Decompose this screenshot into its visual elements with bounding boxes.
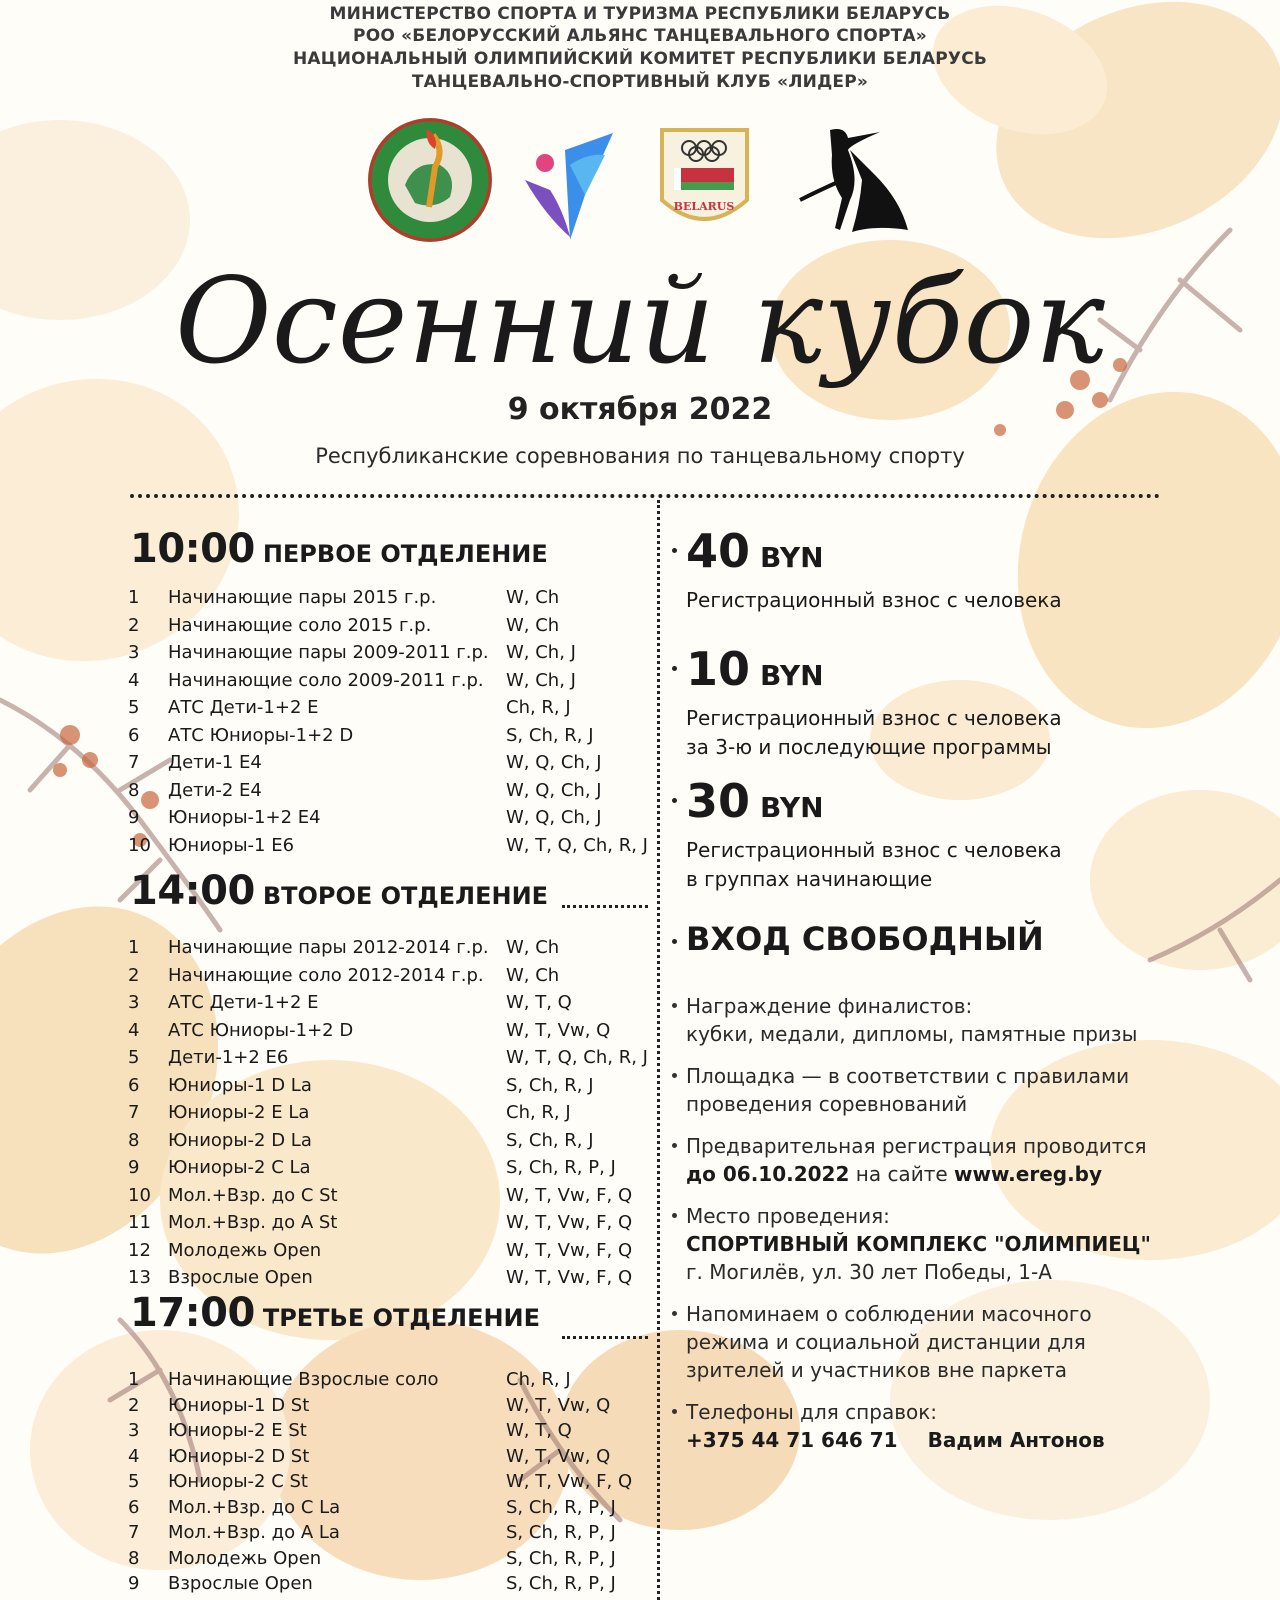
event-title-text: Осенний кубок xyxy=(174,252,1106,390)
registration-middle: на сайте xyxy=(855,1162,948,1186)
org-line-ministry: МИНИСТЕРСТВО СПОРТА И ТУРИЗМА РЕСПУБЛИКИ БЕЛАРУСЬ xyxy=(329,4,951,24)
program-row xyxy=(128,1154,648,1182)
row-number: 4 xyxy=(128,1019,140,1041)
program-row xyxy=(128,722,648,750)
row-dances: W, Ch xyxy=(506,587,560,608)
row-category: Юниоры-2 E St xyxy=(168,1420,307,1441)
row-category: Мол.+Взр. до С La xyxy=(168,1496,341,1518)
row-dances: W, T, Vw, F, Q xyxy=(506,1184,633,1206)
bullet-dot xyxy=(672,1311,677,1316)
row-number: 2 xyxy=(128,1394,140,1416)
row-dances: W, Ch, J xyxy=(506,669,576,691)
session-name: ПЕРВОЕ ОТДЕЛЕНИЕ xyxy=(262,540,548,568)
row-number: 3 xyxy=(128,1420,140,1441)
program-row xyxy=(128,1546,648,1572)
session-1-heading xyxy=(130,526,548,572)
info-registration xyxy=(672,1132,1172,1188)
row-category: АТС Дети-1+2 Е xyxy=(168,697,319,718)
row-dances: S, Ch, R, P, J xyxy=(506,1496,616,1518)
row-dances: W, T, Q, Ch, R, J xyxy=(506,1047,648,1068)
registration-deadline: до 06.10.2022 xyxy=(686,1162,850,1186)
row-number: 2 xyxy=(128,964,140,986)
bullet-dot xyxy=(672,1003,677,1008)
row-category: Начинающие пары 2015 г.р. xyxy=(168,587,437,608)
program-row xyxy=(128,1182,648,1210)
row-dances: Ch, R, J xyxy=(506,697,571,718)
program-row xyxy=(128,1127,648,1155)
program-row xyxy=(128,584,648,612)
row-number: 7 xyxy=(128,1522,140,1543)
row-number: 11 xyxy=(128,1212,151,1233)
noc-label: BELARUS xyxy=(673,200,735,213)
row-number: 13 xyxy=(128,1267,151,1288)
session-2-program xyxy=(128,934,648,1292)
row-number: 12 xyxy=(128,1239,151,1261)
vertical-divider xyxy=(657,500,660,1600)
row-dances: W, T, Vw, F, Q xyxy=(506,1239,633,1261)
row-category: Дети-2 Е4 xyxy=(168,779,262,801)
row-dances: W, T, Vw, F, Q xyxy=(506,1267,633,1288)
registration-line: Предварительная регистрация проводится xyxy=(686,1134,1147,1158)
free-entry-text: ВХОД СВОБОДНЫЙ xyxy=(686,920,1044,958)
contact-person: Вадим Антонов xyxy=(927,1428,1105,1452)
fee-amount: 40 xyxy=(686,524,751,578)
row-number: 4 xyxy=(128,669,140,691)
venue-label: Место проведения: xyxy=(686,1204,890,1228)
row-number: 1 xyxy=(128,587,140,608)
awards-detail: кубки, медали, дипломы, памятные призы xyxy=(686,1022,1138,1046)
row-category: Юниоры-2 D La xyxy=(168,1129,312,1151)
fee-description: за 3-ю и последующие программы xyxy=(686,735,1052,759)
row-category: Начинающие Взрослые соло xyxy=(168,1369,439,1390)
session-name: ВТОРОЕ ОТДЕЛЕНИЕ xyxy=(262,882,549,910)
row-category: Молодежь Open xyxy=(168,1547,322,1569)
program-row xyxy=(128,934,648,962)
phones-label: Телефоны для справок: xyxy=(686,1400,938,1424)
program-row xyxy=(128,1495,648,1521)
program-row xyxy=(128,612,648,640)
row-dances: W, Ch xyxy=(506,937,560,958)
row-number: 5 xyxy=(128,697,140,718)
bullet-dot xyxy=(672,548,677,553)
row-dances: W, Ch xyxy=(506,964,560,986)
session-name: ТРЕТЬЕ ОТДЕЛЕНИЕ xyxy=(262,1304,541,1332)
row-category: Мол.+Взр. до А St xyxy=(168,1212,338,1233)
row-category: Юниоры-2 D St xyxy=(168,1445,310,1467)
free-entry xyxy=(672,920,1044,958)
row-dances: W, T, Vw, F, Q xyxy=(506,1212,633,1233)
program-row xyxy=(128,1444,648,1470)
row-number: 10 xyxy=(128,834,151,856)
program-row xyxy=(128,1209,648,1237)
bullet-dot xyxy=(672,939,677,944)
row-number: 7 xyxy=(128,1102,140,1123)
org-line-club: ТАНЦЕВАЛЬНО-СПОРТИВНЫЙ КЛУБ «ЛИДЕР» xyxy=(411,72,869,92)
fee-currency: BYN xyxy=(760,659,824,692)
olympic-committee-emblem xyxy=(652,120,757,240)
info-phones xyxy=(672,1398,1172,1454)
row-dances: W, T, Q, Ch, R, J xyxy=(506,834,648,856)
dancing-couple-silhouette xyxy=(790,120,910,240)
row-category: Начинающие соло 2015 г.р. xyxy=(168,614,432,636)
bullet-dot xyxy=(672,1143,677,1148)
event-date: 9 октября 2022 xyxy=(507,392,773,427)
session-1-program xyxy=(128,584,648,859)
row-dances: S, Ch, R, P, J xyxy=(506,1547,616,1569)
session-3-heading xyxy=(130,1290,540,1336)
info-floor xyxy=(672,1062,1172,1118)
row-category: Взрослые Open xyxy=(168,1573,313,1594)
event-subtitle: Республиканские соревнования по танцевальному спорту xyxy=(315,444,965,468)
program-row xyxy=(128,804,648,832)
program-row xyxy=(128,1017,648,1045)
bullet-dot xyxy=(672,1073,677,1078)
row-category: Юниоры-2 C St xyxy=(168,1471,308,1492)
floor-line: проведения соревнований xyxy=(686,1092,968,1116)
row-dances: W, T, Q xyxy=(506,992,572,1013)
venue-address: г. Могилёв, ул. 30 лет Победы, 1-А xyxy=(686,1260,1052,1284)
row-number: 6 xyxy=(128,724,140,746)
row-dances: W, Ch xyxy=(506,614,560,636)
fee-description: Регистрационный взнос с человека xyxy=(686,838,1062,862)
org-line-noc: НАЦИОНАЛЬНЫЙ ОЛИМПИЙСКИЙ КОМИТЕТ РЕСПУБЛИКИ БЕЛАРУСЬ xyxy=(292,49,988,69)
session-2-heading xyxy=(130,868,548,914)
row-category: Начинающие соло 2012-2014 г.р. xyxy=(168,964,484,986)
program-row xyxy=(128,1099,648,1127)
row-number: 8 xyxy=(128,779,140,801)
row-number: 9 xyxy=(128,807,140,828)
program-row xyxy=(128,1393,648,1419)
bullet-dot xyxy=(672,1213,677,1218)
session-time: 10:00 xyxy=(130,526,255,572)
row-number: 5 xyxy=(128,1047,140,1068)
phone-number[interactable]: +375 44 71 646 71 xyxy=(686,1428,898,1452)
row-number: 1 xyxy=(128,937,140,958)
row-number: 5 xyxy=(128,1471,140,1492)
info-venue xyxy=(672,1202,1172,1286)
row-dances: W, Q, Ch, J xyxy=(506,752,602,773)
info-reminder xyxy=(672,1300,1172,1384)
bullet-dot xyxy=(672,798,677,803)
reminder-line: зрителей и участников вне паркета xyxy=(686,1358,1068,1382)
row-dances: S, Ch, R, P, J xyxy=(506,1157,616,1178)
row-number: 7 xyxy=(128,752,140,773)
row-dances: S, Ch, R, P, J xyxy=(506,1573,616,1594)
row-category: Начинающие пары 2009-2011 г.р. xyxy=(168,642,489,663)
program-row xyxy=(128,989,648,1017)
row-category: АТС Дети-1+2 Е xyxy=(168,992,319,1013)
org-line-alliance: РОО «БЕЛОРУССКИЙ АЛЬЯНС ТАНЦЕВАЛЬНОГО СПОРТА» xyxy=(353,26,927,46)
program-row xyxy=(128,1264,648,1292)
row-number: 8 xyxy=(128,1129,140,1151)
session-2-dots xyxy=(562,905,648,908)
row-category: Юниоры-1 D La xyxy=(168,1074,312,1096)
fee-description: Регистрационный взнос с человека xyxy=(686,706,1062,730)
fee-currency: BYN xyxy=(760,541,824,574)
row-category: АТС Юниоры-1+2 D xyxy=(168,1019,354,1041)
reminder-line: Напоминаем о соблюдении масочного xyxy=(686,1302,1092,1326)
row-category: Юниоры-1 D St xyxy=(168,1394,310,1416)
fee-currency: BYN xyxy=(760,791,824,824)
row-number: 10 xyxy=(128,1184,151,1206)
program-row xyxy=(128,1418,648,1444)
info-awards xyxy=(672,992,1172,1048)
program-row xyxy=(128,1571,648,1597)
row-category: Дети-1+2 Е6 xyxy=(168,1047,289,1068)
session-3-dots xyxy=(562,1336,648,1339)
program-row xyxy=(128,1520,648,1546)
row-dances: W, Q, Ch, J xyxy=(506,807,602,828)
bullet-dot xyxy=(672,1409,677,1414)
venue-name: СПОРТИВНЫЙ КОМПЛЕКС "ОЛИМПИЕЦ" xyxy=(686,1232,1151,1256)
row-dances: S, Ch, R, J xyxy=(506,1074,594,1096)
row-dances: W, T, Vw, F, Q xyxy=(506,1471,633,1492)
row-dances: W, T, Vw, Q xyxy=(506,1019,611,1041)
row-dances: W, T, Q xyxy=(506,1420,572,1441)
program-row xyxy=(128,962,648,990)
awards-label: Награждение финалистов: xyxy=(686,994,973,1018)
row-number: 2 xyxy=(128,614,140,636)
row-category: Юниоры-1+2 Е4 xyxy=(168,807,321,828)
row-number: 8 xyxy=(128,1547,140,1569)
row-number: 3 xyxy=(128,642,140,663)
row-category: Дети-1 Е4 xyxy=(168,752,262,773)
fee-description: Регистрационный взнос с человека xyxy=(686,588,1062,612)
program-row xyxy=(128,694,648,722)
row-category: Юниоры-2 C La xyxy=(168,1157,311,1178)
row-dances: S, Ch, R, P, J xyxy=(506,1522,616,1543)
row-category: Начинающие соло 2009-2011 г.р. xyxy=(168,669,484,691)
program-row xyxy=(128,1072,648,1100)
program-row xyxy=(128,749,648,777)
floor-line: Площадка — в соответствии с правилами xyxy=(686,1064,1130,1088)
row-dances: Ch, R, J xyxy=(506,1102,571,1123)
row-category: Мол.+Взр. до С St xyxy=(168,1184,338,1206)
row-number: 4 xyxy=(128,1445,140,1467)
registration-site-link[interactable]: www.ereg.by xyxy=(954,1162,1103,1186)
row-dances: S, Ch, R, J xyxy=(506,724,594,746)
ministry-sport-emblem xyxy=(365,115,495,245)
row-number: 6 xyxy=(128,1074,140,1096)
row-number: 6 xyxy=(128,1496,140,1518)
session-time: 17:00 xyxy=(130,1290,255,1336)
reminder-line: режима и социальной дистанции для xyxy=(686,1330,1086,1354)
row-category: Мол.+Взр. до А La xyxy=(168,1522,340,1543)
program-row xyxy=(128,1044,648,1072)
row-dances: W, Q, Ch, J xyxy=(506,779,602,801)
program-row xyxy=(128,667,648,695)
program-row xyxy=(128,777,648,805)
row-category: Начинающие пары 2012-2014 г.р. xyxy=(168,937,489,958)
horizontal-divider xyxy=(130,494,1160,498)
program-row xyxy=(128,1237,648,1265)
fee-amount: 10 xyxy=(686,642,751,696)
fee-amount: 30 xyxy=(686,774,751,828)
row-dances: W, T, Vw, Q xyxy=(506,1445,611,1467)
program-row xyxy=(128,639,648,667)
session-3-program xyxy=(128,1367,648,1597)
row-category: Юниоры-1 Е6 xyxy=(168,834,295,856)
row-category: Юниоры-2 E La xyxy=(168,1102,310,1123)
row-number: 9 xyxy=(128,1573,140,1594)
row-number: 1 xyxy=(128,1369,140,1390)
row-number: 9 xyxy=(128,1157,140,1178)
program-row xyxy=(128,1367,648,1393)
row-number: 3 xyxy=(128,992,140,1013)
row-category: АТС Юниоры-1+2 D xyxy=(168,724,354,746)
program-row xyxy=(128,1469,648,1495)
row-category: Молодежь Open xyxy=(168,1239,322,1261)
fee-description: в группах начинающие xyxy=(686,867,933,891)
session-time: 14:00 xyxy=(130,868,255,914)
row-dances: Ch, R, J xyxy=(506,1369,571,1390)
row-dances: W, Ch, J xyxy=(506,642,576,663)
program-row xyxy=(128,832,648,860)
dance-alliance-logo xyxy=(515,125,625,245)
row-dances: S, Ch, R, J xyxy=(506,1129,594,1151)
row-dances: W, T, Vw, Q xyxy=(506,1394,611,1416)
bullet-dot xyxy=(672,666,677,671)
row-category: Взрослые Open xyxy=(168,1267,313,1288)
